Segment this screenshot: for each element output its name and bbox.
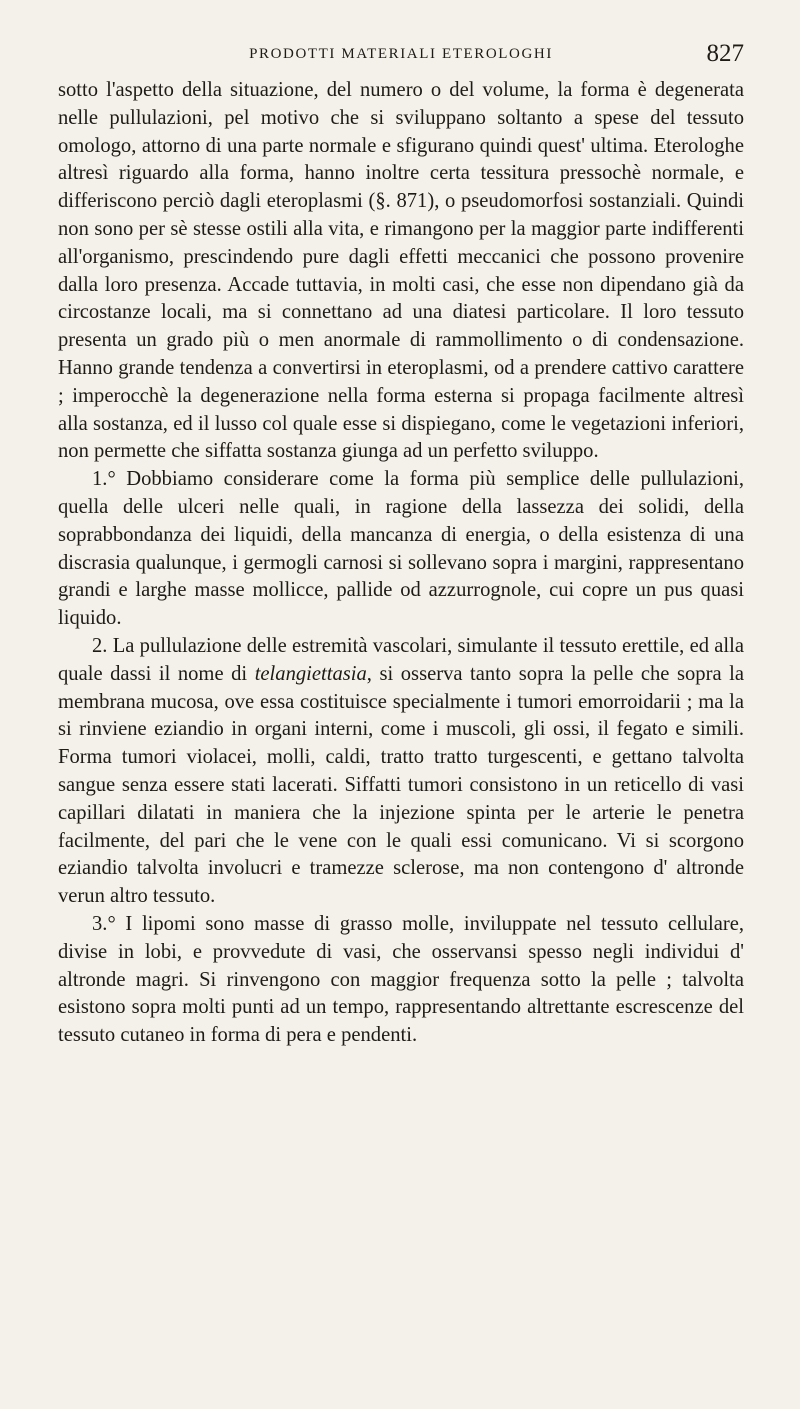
paragraph-2-telangiectasia	[58, 633, 744, 911]
paragraph-1-ulcers: 1.° Dobbiamo considerare come la forma più semplice delle pullulazioni, quella delle ulceri nelle quali, in ragione della lassezza dei solidi, della soprabbondanza dei liquidi, della mancanza di energia, o della esistenza di una discrasia qualunque, i germogli carnosi si sollevano sopra i margini, rappresentano grandi e larghe masse mollicce, pallide od azzurrognole, cui copre un pus quasi liquido.	[58, 468, 744, 630]
page-number: 827	[706, 40, 744, 67]
running-head: PRODOTTI MATERIALI ETEROLOGHI	[249, 46, 553, 62]
body-text	[58, 77, 744, 1050]
paragraph-3-lipomas: 3.° I lipomi sono masse di grasso molle, inviluppate nel tessuto cellulare, divise in lobi, e provvedute di vasi, che osservansi spesso negli individui d' altronde magri. Si rinvengono con maggior frequenza sotto la pelle ; talvolta esistono sopra molti punti ad un tempo, rappresentando altrettante escrescenze del tessuto cutaneo in forma di pera e pendenti.	[58, 912, 744, 1047]
term-telangiettasia: telangiettasia	[254, 662, 367, 685]
paragraph-2-lead: 2. La pullulazione delle estremità vascolari, simulante il tessuto erettile, ed alla quale dassi il nome di	[58, 634, 744, 685]
paragraph-2-rest: , si osserva tanto sopra la pelle che sopra la membrana mucosa, ove essa costituisce specialmente i tumori emorroidarii ; ma la si rinviene eziandio in organi interni, come i muscoli, gli ossi, il fegato e simili. Forma tumori violacei, molli, caldi, tratto tratto turgescenti, e gettano talvolta sangue senza essere stati lacerati. Siffatti tumori consistono in un reticello di vasi capillari dilatati in maniera che la injezione spinta per le arterie le penetra facilmente, del pari che le vene con le quali essi comunicano. Vi si scorgono eziandio talvolta involucri e tramezze sclerose, ma non contengono d' altronde verun altro tessuto.	[58, 662, 744, 908]
paragraph-continuation: sotto l'aspetto della situazione, del numero o del volume, la forma è degenerata nelle pullulazioni, pel motivo che si sviluppano soltanto a spese del tessuto omologo, attorno di una parte normale e sfigurano quindi quest' ultima. Eterologhe altresì riguardo alla forma, hanno inoltre certa tessitura pressochè normale, e differiscono perciò dagli eteroplasmi (§. 871), o pseudomorfosi sostanziali. Quindi non sono per sè stesse ostili alla vita, e rimangono per la maggior parte indifferenti all'organismo, prescindendo pure dagli effetti meccanici che possono provenire dalla loro presenza. Accade tuttavia, in molti casi, che esse non dipendano già da circostanze locali, ma si connettano ad una diatesi particolare. Il loro tessuto presenta un grado più o men anormale di rammollimento o di condensazione. Hanno grande tendenza a convertirsi in eteroplasmi, od a prendere cattivo carattere ; imperocchè la degenerazione nella forma esterna si propaga facilmente altresì alla sostanza, ed il lusso col quale esse si dispiegano, come le vegetazioni inferiori, non permette che siffatta sostanza giunga ad un perfetto sviluppo.	[58, 79, 744, 463]
